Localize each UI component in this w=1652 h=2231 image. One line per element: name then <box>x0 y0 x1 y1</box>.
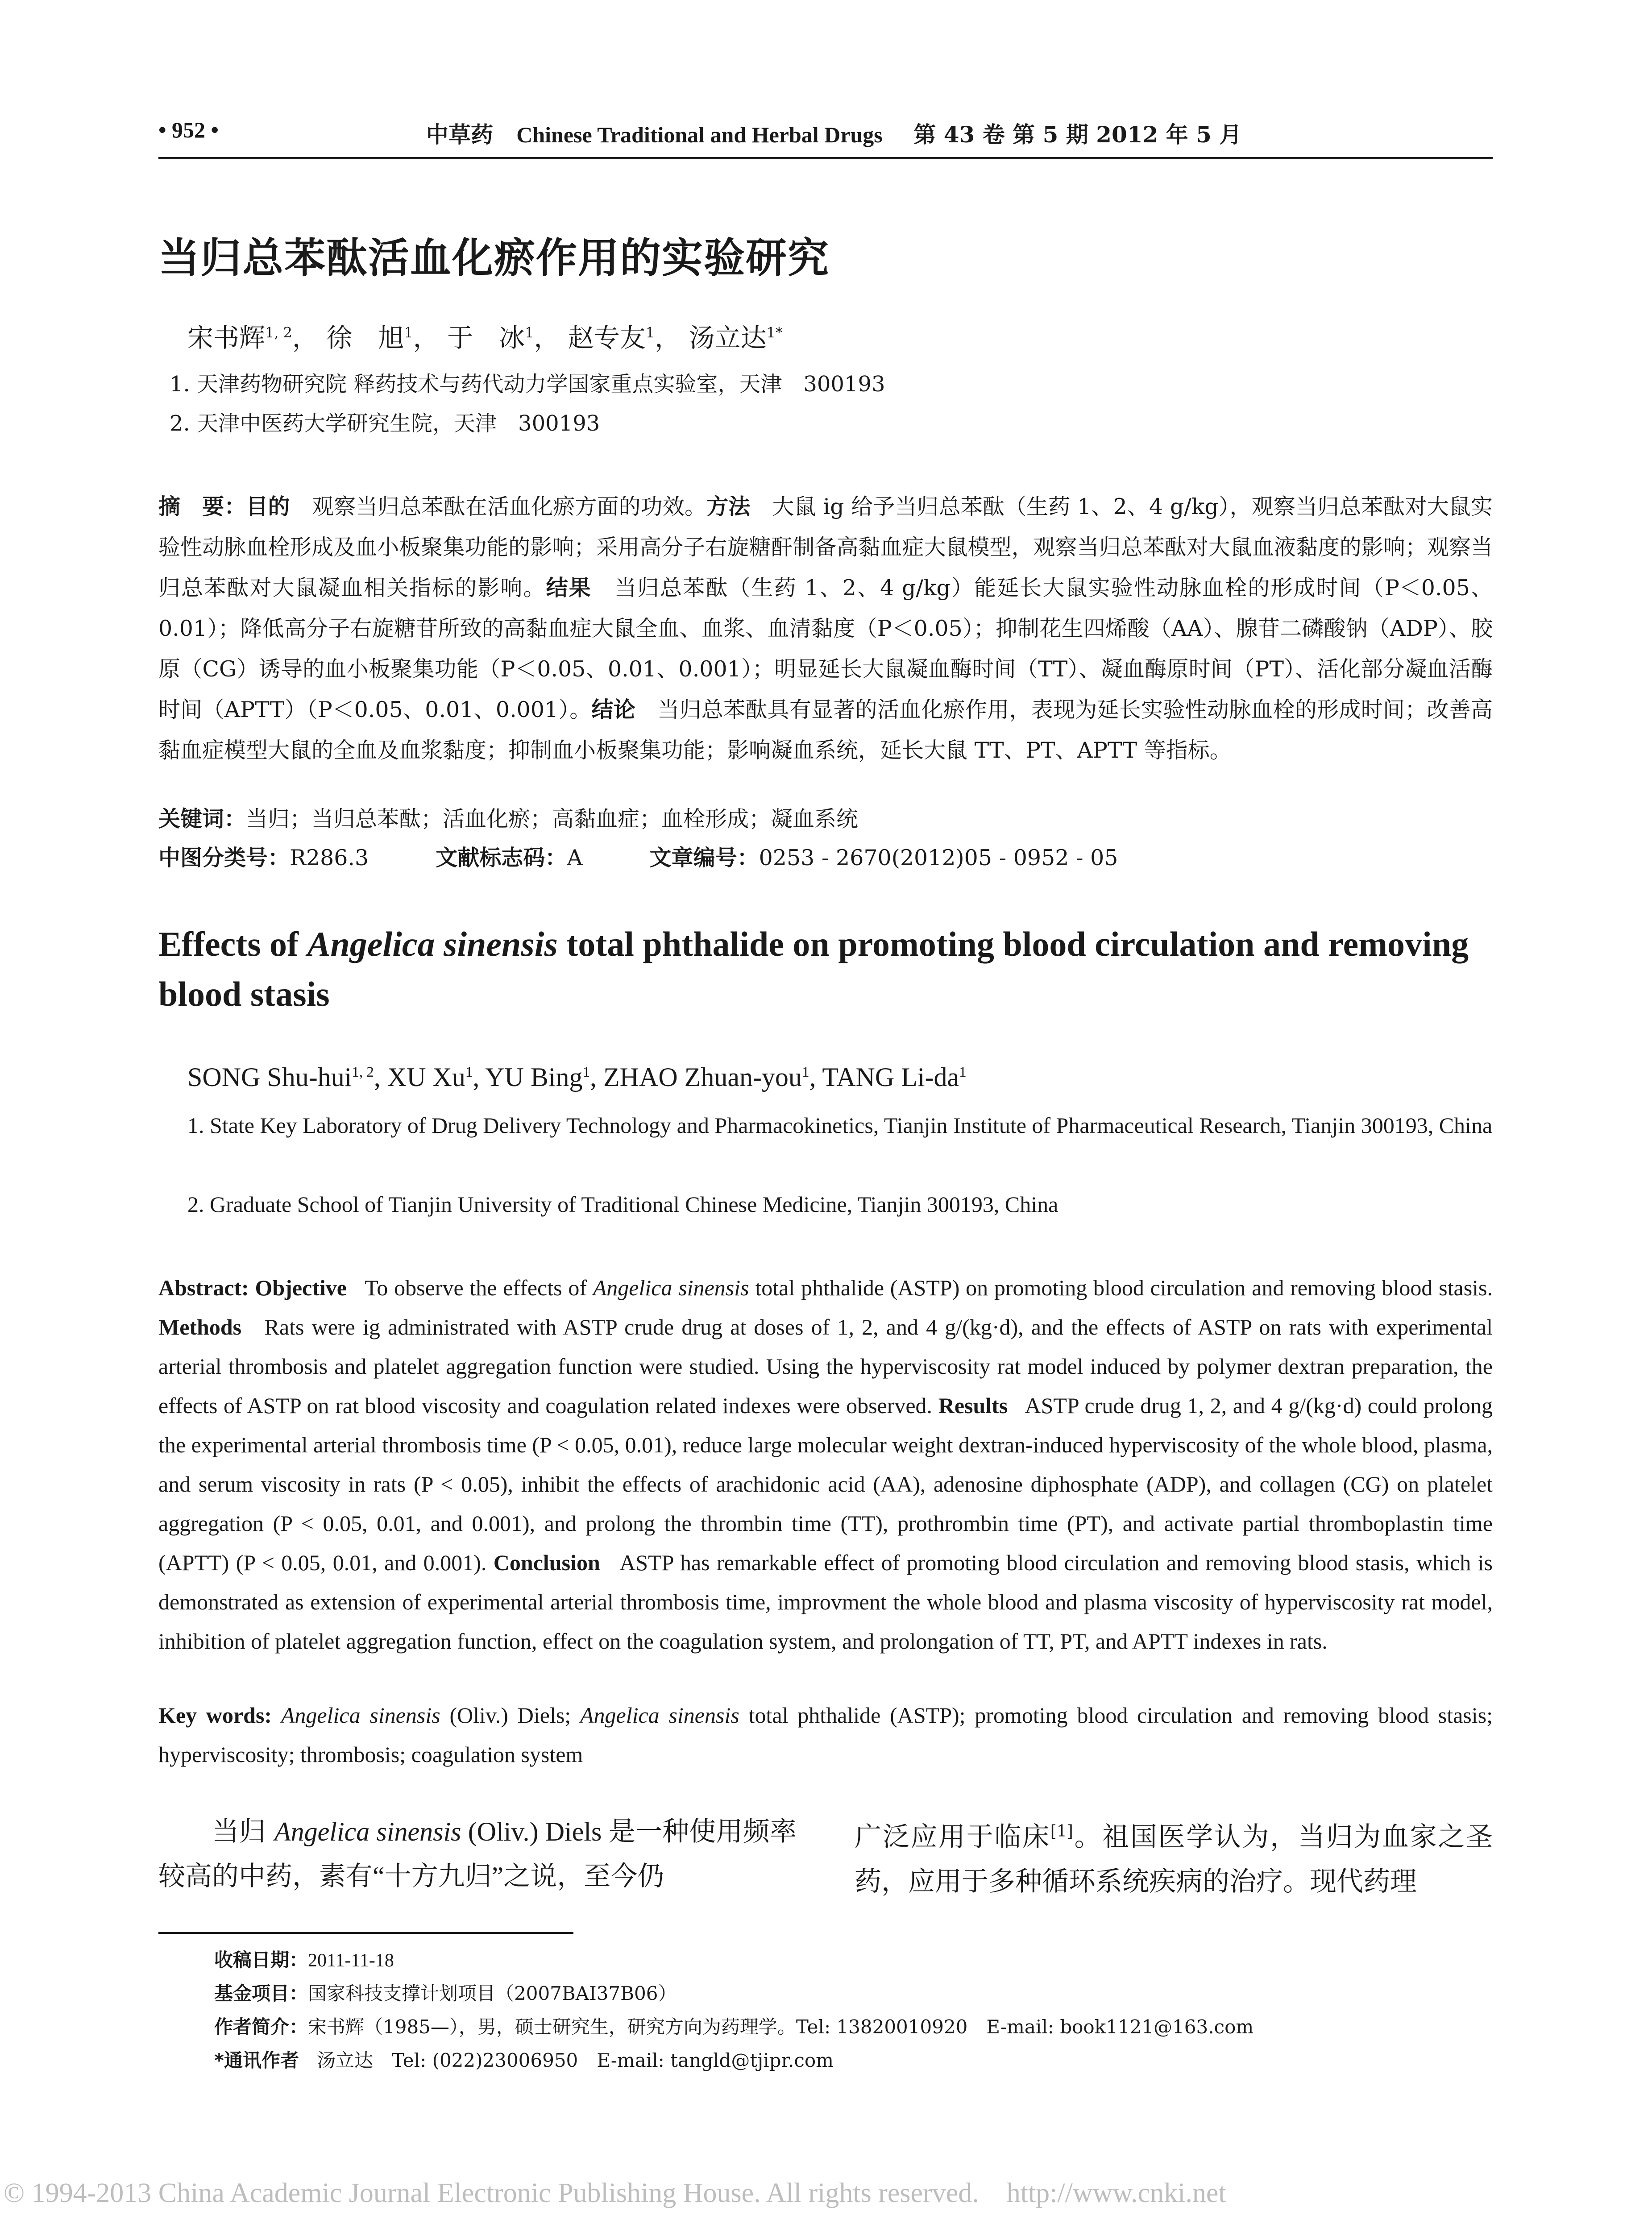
zh-abstract <box>158 486 1493 771</box>
zh-classification <box>158 841 1118 872</box>
author-affil-sup: 1 <box>525 324 534 341</box>
en-conclusion-text: ASTP has remarkable effect of promoting blood circulation and removing blood stasis, which is demonstrated as extension of experimental arterial thrombosis time, improvment the whole blood and plasma viscosity of hyperviscosity rat model, inhibition of platelet aggregation function, effect on the coagulation system, and prolongation of TT, PT, and APTT indexes in rats. <box>158 1550 1493 1654</box>
en-methods-text: Rats were ig administrated with ASTP crude drug at doses of 1, 2, and 4 g/(kg·d), and the effects of ASTP on rats with experimental arterial thrombosis and platelet aggregation function were studied. Using the hyperviscosity rat model induced by polymer dextran preparation, the effects of ASTP on rat blood viscosity and coagulation related indexes were observed. <box>158 1315 1493 1418</box>
en-objective-text-2: total phthalide (ASTP) on promoting blood circulation and removing blood stasis. <box>749 1275 1493 1300</box>
en-abstract-label: Abstract: <box>158 1275 249 1300</box>
issue-info: 第 43 卷 第 5 期 2012 年 5 月 <box>913 121 1242 148</box>
en-keyword-species: Angelica sinensis <box>281 1703 440 1728</box>
author-affil-sup: 1 <box>404 324 413 341</box>
author-separator: ， <box>292 323 318 353</box>
class-value: R286.3 <box>290 845 369 871</box>
author-name: 于 冰 <box>447 323 525 353</box>
body-species: Angelica sinensis <box>274 1817 461 1846</box>
en-conclusion-label: Conclusion <box>493 1550 600 1575</box>
doc-code-value: A <box>567 845 583 871</box>
footnote-corresponding <box>214 2046 834 2073</box>
footnote-rule <box>158 1932 573 1934</box>
author-separator: , <box>590 1062 604 1092</box>
zh-results-text: 当归总苯酞（生药 1、2、4 g/kg）能延长大鼠实验性动脉血栓的形成时间（P＜0.05、0.01）；降低高分子右旋糖苷所致的高黏血症大鼠全血、血浆、血清黏度（P＜0.05）；抑制花生四烯酸（AA）、腺苷二磷酸钠（ADP）、胶原（CG）诱导的血小板聚集功能（P＜0.05、0.01、0.001）；明显延长大鼠凝血酶时间（TT）、凝血酶原时间（PT）、活化部分凝血活酶时间（APTT）（P＜0.05、0.01、0.001）。 <box>158 575 1493 722</box>
author-name: 赵专友 <box>568 323 646 353</box>
en-affiliation-2: 2. Graduate School of Tianjin University of Traditional Chinese Medicine, Tianjin 300193, China <box>187 1192 1058 1217</box>
en-methods-label: Methods <box>158 1315 242 1339</box>
zh-keywords-text: 当归；当归总苯酞；活血化瘀；高黏血症；血栓形成；凝血系统 <box>246 806 859 832</box>
footnote-label: 收稿日期： <box>214 1949 308 1971</box>
footnote-received <box>214 1945 394 1972</box>
en-keyword-species-2: Angelica sinensis <box>580 1703 739 1728</box>
author-separator: , <box>374 1062 387 1092</box>
body-text-2: 。祖国医学认为，当归为血家之圣药，应用于多种循环系统疾病的治疗。现代药理 <box>855 1821 1493 1897</box>
author-separator: ， <box>413 323 439 353</box>
zh-abstract-label: 摘 要： <box>158 494 246 519</box>
author-affil-sup: 1 <box>959 1064 967 1080</box>
footnote-value: 汤立达 Tel: (022)23006950 E-mail: tangld@tjipr.com <box>317 2049 834 2071</box>
author-name: TANG Li-da <box>822 1062 959 1092</box>
body-text: 广泛应用于临床 <box>855 1821 1050 1853</box>
en-keyword-text-2: total phthalide (ASTP); promoting blood circulation and removing blood stasis; hyperviscosity; thrombosis; coagulation system <box>158 1703 1493 1767</box>
en-results-text: ASTP crude drug 1, 2, and 4 g/(kg·d) could prolong the experimental arterial thrombosis time (P < 0.05, 0.01), reduce large molecular weight dextran-induced hyperviscosity of the whole blood, plasma, and serum viscosity in rats (P < 0.05), inhibit the effects of arachidonic acid (AA), adenosine diphosphate (ADP), and collagen (CG) on platelet aggregation (P < 0.05, 0.01, and 0.001), and prolong the thrombin time (TT), prothrombin time (PT), and activate partial thromboplastin time (APTT) (P < 0.05, 0.01, and 0.001). <box>158 1393 1493 1575</box>
footnote-label: 基金项目： <box>214 1982 308 2004</box>
en-title-post: total phthalide on promoting blood circulation and removing blood stasis <box>158 925 1469 1013</box>
class-label: 中图分类号： <box>158 845 290 871</box>
article-no-value: 0253 - 2670(2012)05 - 0952 - 05 <box>759 845 1118 871</box>
author-separator: , <box>473 1062 486 1092</box>
author-affil-sup: 1 <box>465 1064 473 1080</box>
en-title-species: Angelica sinensis <box>307 925 558 963</box>
author-affil-sup: 1* <box>766 324 783 341</box>
journal-name-en: Chinese Traditional and Herbal Drugs <box>516 122 883 147</box>
en-title-pre: Effects of <box>158 925 307 963</box>
author-name: 宋书辉 <box>187 323 266 353</box>
en-title <box>158 919 1493 1019</box>
en-objective-label: Objective <box>255 1275 347 1300</box>
zh-conclusion-text: 当归总苯酞具有显著的活血化瘀作用，表现为延长实验性动脉血栓的形成时间；改善高黏血症模型大鼠的全血及血浆黏度；抑制血小板聚集功能；影响凝血系统，延长大鼠 TT、PT、APTT 等指标。 <box>158 697 1493 763</box>
author-affil-sup: 1, 2 <box>352 1064 374 1080</box>
en-keywords-label: Key words: <box>158 1703 272 1728</box>
body-text: 当归 <box>212 1816 275 1847</box>
author-name: 汤立达 <box>689 323 767 353</box>
zh-affiliation-2: 2. 天津中医药大学研究生院，天津 300193 <box>170 411 600 436</box>
author-name: ZHAO Zhuan-you <box>603 1062 802 1092</box>
author-affil-sup: 1 <box>801 1064 809 1080</box>
author-affil-sup: 1 <box>645 324 655 341</box>
copyright-watermark: © 1994-2013 China Academic Journal Electronic Publishing House. All rights reserved. http://www.cnki.net <box>4 2178 1226 2208</box>
zh-keywords-label: 关键词： <box>158 806 246 832</box>
zh-objective-label: 目的 <box>246 494 290 519</box>
en-abstract <box>158 1268 1493 1661</box>
footnote-value: 2011-11-18 <box>308 1950 394 1971</box>
en-affiliation-1: 1. State Key Laboratory of Drug Delivery Technology and Pharmacokinetics, Tianjin Institute of Pharmaceutical Research, Tianjin 300193, China <box>187 1113 1493 1138</box>
zh-conclusion-label: 结论 <box>591 697 636 722</box>
header-rule <box>158 157 1493 159</box>
zh-affiliation-1: 1. 天津药物研究院 释药技术与药代动力学国家重点实验室，天津 300193 <box>170 372 885 397</box>
en-objective-text: To observe the effects of <box>365 1275 593 1300</box>
en-keyword-text: (Oliv.) Diels; <box>440 1703 580 1728</box>
author-affil-sup: 1, 2 <box>265 324 292 341</box>
en-results-label: Results <box>938 1393 1008 1418</box>
author-separator: , <box>809 1062 822 1092</box>
zh-title: 当归总苯酞活血化瘀作用的实验研究 <box>158 234 830 282</box>
author-name: YU Bing <box>485 1062 583 1092</box>
author-name: SONG Shu-hui <box>187 1062 352 1092</box>
author-affil-sup: 1 <box>582 1064 590 1080</box>
page-number: • 952 • <box>158 117 219 142</box>
journal-name-cn: 中草药 <box>426 121 493 148</box>
footnote-label: 作者简介： <box>214 2016 308 2038</box>
zh-authors <box>187 317 783 354</box>
body-text-2: (Oliv.) Diels 是一种使用频率较高的中药，素有“十方九归”之说，至今仍 <box>158 1817 797 1891</box>
author-name: 徐 旭 <box>326 323 404 353</box>
author-name: XU Xu <box>387 1062 465 1092</box>
footnote-label: *通讯作者 <box>214 2049 299 2071</box>
doc-code-label: 文献标志码： <box>436 845 567 871</box>
author-separator: ， <box>534 323 560 353</box>
footnote-fund <box>214 1979 677 2006</box>
en-keywords <box>158 1696 1493 1774</box>
zh-keywords <box>158 802 858 833</box>
author-separator: ， <box>655 323 681 353</box>
article-no-label: 文章编号： <box>649 845 759 871</box>
en-objective-species: Angelica sinensis <box>593 1275 749 1300</box>
citation-ref[interactable]: [1] <box>1050 1822 1073 1841</box>
zh-results-label: 结果 <box>546 575 592 601</box>
body-column-left <box>158 1809 797 1899</box>
body-column-right <box>855 1809 1493 1904</box>
footnote-value: 国家科技支撑计划项目（2007BAI37B06） <box>308 1982 677 2004</box>
footnote-author <box>214 2012 1254 2039</box>
zh-methods-text: 大鼠 ig 给予当归总苯酞（生药 1、2、4 g/kg），观察当归总苯酞对大鼠实验性动脉血栓形成及血小板聚集功能的影响；采用高分子右旋糖酐制备高黏血症大鼠模型，观察当归总苯酞对大鼠血液黏度的影响；观察当归总苯酞对大鼠凝血相关指标的影响。 <box>158 494 1493 601</box>
zh-objective-text: 观察当归总苯酞在活血化瘀方面的功效。 <box>311 494 707 519</box>
en-authors <box>187 1062 967 1093</box>
zh-methods-label: 方法 <box>706 494 751 519</box>
footnote-value: 宋书辉（1985—），男，硕士研究生，研究方向为药理学。Tel: 13820010920 E-mail: book1121@163.com <box>308 2016 1254 2038</box>
running-header <box>158 117 1493 153</box>
